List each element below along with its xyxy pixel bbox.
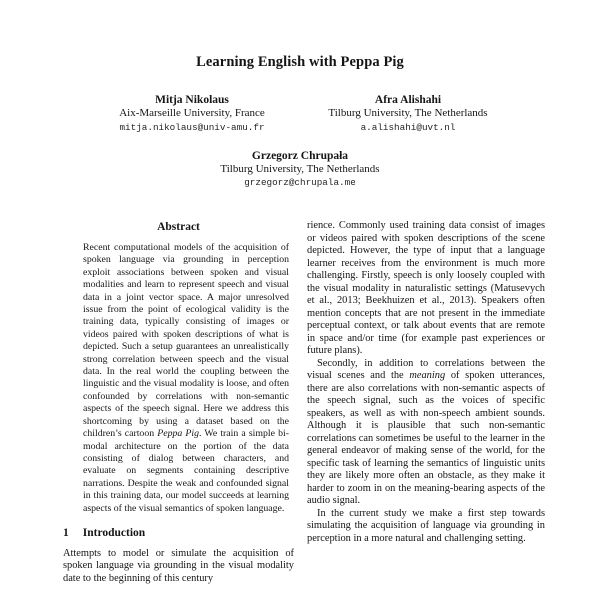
two-column-body bbox=[63, 220, 600, 585]
introduction-paragraph: Attempts to model or simulate the acquisition of spoken language via grounding in the visual modality date to the beginning of this century bbox=[63, 547, 294, 584]
author-email: mitja.nikolaus@univ-amu.fr bbox=[119, 121, 265, 133]
right-column-paragraph-1: rience. Commonly used training data consist of images or videos paired with spoken descriptions of the scene depicted. However, the type of input that a language learner receives from the environment is much more challenging. Firstly, speech is only loosely coupled with the visual modality in naturalistic settings (Matusevych et al., 2013; Beekhuizen et al., 2013). Speakers often mention concepts that are not present in the immediate perceptual context, or talk about events that are remote in space and/or time (for example past experiences or future plans). bbox=[307, 220, 545, 356]
authors-row-2 bbox=[0, 149, 600, 190]
author-block-1 bbox=[84, 93, 300, 134]
right-column-paragraph-3: In the current study we make a first step towards simulating the acquisition of language via grounding in perception in a more natural and challenging setting. bbox=[307, 507, 545, 544]
paper-title: Learning English with Peppa Pig bbox=[196, 54, 404, 70]
section-heading-introduction bbox=[63, 527, 294, 539]
author-email: grzegorz@chrupala.me bbox=[244, 177, 356, 188]
author-block-3 bbox=[192, 149, 408, 190]
section-title: Introduction bbox=[82, 526, 146, 539]
abstract-paragraph: Recent computational models of the acquisition of spoken language via grounding in perception exploit associations between spoken and visual modalities and learn to represent speech and visual data in a joint vector space. A major unresolved issue from the point of ecological validity is the training data, typically consisting of images or videos paired with spoken descriptions of what is depicted. Such a setup guarantees an unrealistically strong correlation between speech and the visual data. In the real world the coupling between the linguistic and the visual modality is loose, and often confounded by correlations with non-semantic aspects of the speech signal. Here we address this shortcoming by using a dataset based on the children’s cartoon Peppa Pig. We train a simple bi-modal architecture on the portion of the data consisting of dialog between characters, and evaluate on segments containing descriptive narrations. Despite the weak and confounded signal in this training data, our model succeeds at learning aspects of the visual semantics of spoken language. bbox=[83, 242, 289, 514]
author-affiliation: Tilburg University, The Netherlands bbox=[328, 107, 488, 119]
author-block-2 bbox=[300, 93, 516, 134]
right-column bbox=[307, 220, 545, 585]
right-column-paragraph-2: Secondly, in addition to correlations between the visual scenes and the meaning of spoken utterances, there are also correlations with non-semantic aspects of the speech signal, such as the voices of specific speakers, as well as with non-speech ambient sounds. Although it is plausible that such non-semantic correlations can sometimes be useful to the learner in the general endeavor of making sense of the world, for the specific task of learning the semantics of linguistic units they are likely more often an obstacle, as they make it harder to zoom in on the meaning-bearing aspects of the audio signal. bbox=[307, 357, 545, 506]
author-email: a.alishahi@uvt.nl bbox=[360, 121, 456, 133]
section-number: 1 bbox=[63, 526, 69, 539]
author-name: Afra Alishahi bbox=[374, 94, 442, 106]
left-column bbox=[63, 220, 294, 585]
author-affiliation: Aix-Marseille University, France bbox=[119, 107, 265, 119]
author-name: Grzegorz Chrupała bbox=[251, 149, 349, 162]
author-affiliation: Tilburg University, The Netherlands bbox=[220, 162, 380, 175]
authors-row-1 bbox=[0, 93, 600, 134]
author-name: Mitja Nikolaus bbox=[155, 94, 229, 106]
abstract-heading: Abstract bbox=[157, 221, 200, 233]
